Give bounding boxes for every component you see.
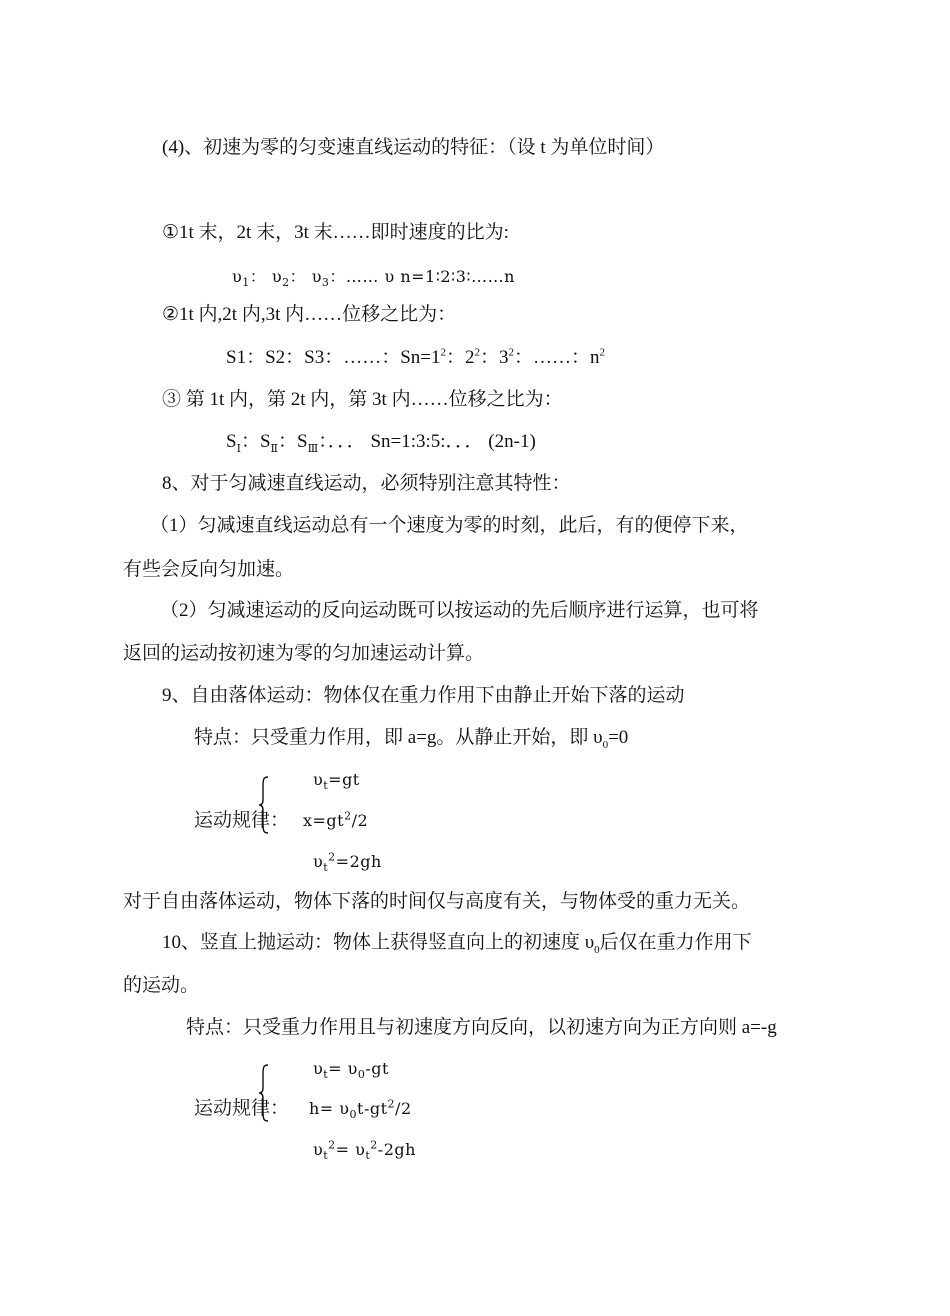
features-text: 特点：只受重力作用，即 a=g。从静止开始，即 υ	[194, 727, 603, 748]
paragraph-8-2-cont	[123, 642, 484, 666]
heading-4-text: (4)、初速为零的匀变速直线运动的特征：（设 t 为单位时间）	[162, 137, 665, 158]
power: 2	[599, 346, 606, 359]
sub-2: 2	[282, 276, 290, 290]
note-text: 对于自由落体运动，物体下落的时间仅与高度有关，与物体受的重力无关。	[123, 891, 751, 912]
v-symbol: υ	[232, 267, 243, 286]
power: 2	[387, 1097, 396, 1111]
velocity-ratio-formula	[232, 265, 515, 289]
section-10-text: 10、竖直上抛运动：物体上获得竖直向上的初速度 υ	[162, 932, 595, 953]
power: 2	[328, 850, 336, 864]
free-fall-velocity-height	[313, 850, 382, 874]
v-symbol: υ	[313, 1140, 324, 1159]
paragraph-8-2	[160, 599, 759, 623]
formula-part: ：……：n	[514, 347, 600, 368]
features-text: 特点：只受重力作用且与初速度方向反向，以初速方向为正方向则 a=-g	[186, 1017, 777, 1038]
sub-t: t	[365, 1149, 371, 1163]
formula-part: S1：S2：S3：……：Sn=1	[226, 347, 441, 368]
power: 2	[370, 1138, 378, 1152]
heading-4	[162, 136, 664, 160]
interval-displacement-formula	[226, 430, 536, 454]
formula-part: /2	[395, 1099, 412, 1118]
formula-part: /2	[351, 811, 369, 830]
sub-0: 0	[602, 738, 609, 751]
item-1-text: ①1t 末，2t 末，3t 末……即时速度的比为:	[162, 222, 509, 243]
section-10-heading-cont	[123, 974, 199, 998]
section-8-heading	[162, 472, 571, 496]
throw-law-label	[194, 1097, 289, 1121]
s-symbol: S	[226, 431, 237, 452]
v-symbol: υ	[271, 267, 283, 286]
formula-part: = υ	[328, 1059, 358, 1078]
paragraph-text: （1）匀减速直线运动总有一个速度为零的时刻，此后，有的便停下来，	[150, 515, 749, 536]
item-3	[162, 388, 563, 412]
sep: ：	[249, 267, 267, 286]
v-symbol: υ	[313, 770, 324, 789]
section-10-heading	[162, 931, 752, 955]
sep: ：	[289, 267, 307, 286]
formula-part: t-gt	[357, 1099, 388, 1118]
v-symbol: υ	[313, 852, 324, 871]
formula-part: = υ	[335, 1140, 366, 1159]
formula-part: h= υ	[309, 1099, 350, 1118]
paragraph-8-1-cont	[123, 558, 294, 582]
section-9-heading	[162, 684, 685, 708]
section-8-text: 8、对于匀减速直线运动，必须特别注意其特性：	[162, 473, 571, 494]
features-text: =0	[608, 727, 629, 748]
paragraph-text: （2）匀减速运动的反向运动既可以按运动的先后顺序进行运算，也可将	[160, 600, 759, 621]
v-symbol: υ	[311, 267, 322, 286]
throw-height	[309, 1097, 412, 1121]
formula-rest: ：…… υ n=1∶2∶3∶……n	[329, 267, 515, 286]
roman-sub: Ⅰ	[236, 442, 241, 455]
law-label: 运动规律：	[194, 810, 290, 831]
sub-1: 1	[242, 276, 250, 290]
throw-velocity	[313, 1057, 389, 1081]
formula-rest: =gt	[328, 770, 360, 789]
free-fall-note	[123, 890, 750, 914]
roman-sub: Ⅲ	[307, 442, 319, 455]
sub-t: t	[323, 1068, 329, 1082]
power: 2	[474, 346, 480, 359]
section-10-text: 的运动。	[123, 975, 200, 996]
section-10-features	[186, 1016, 777, 1040]
sep: ：S	[278, 431, 308, 452]
paragraph-text: 有些会反向匀加速。	[123, 559, 295, 580]
formula-part: x=gt	[303, 811, 345, 830]
power: 2	[508, 346, 515, 359]
sub-3: 3	[321, 276, 330, 290]
section-10-text: 后仅在重力作用下	[599, 932, 752, 953]
item-2	[162, 303, 456, 327]
law-label: 运动规律：	[194, 1098, 290, 1119]
sub-0: 0	[594, 943, 600, 956]
formula-rest: -gt	[365, 1059, 389, 1078]
item-2-text: ②1t 内,2t 内,3t 内……位移之比为：	[162, 304, 457, 325]
roman-sub: Ⅱ	[270, 442, 278, 455]
section-9-text: 9、自由落体运动：物体仅在重力作用下由静止开始下落的运动	[162, 685, 685, 706]
power: 2	[344, 809, 352, 823]
formula-rest: -2gh	[377, 1140, 416, 1159]
sub-t: t	[323, 779, 329, 793]
free-fall-displacement	[303, 809, 368, 833]
item-1	[162, 221, 509, 245]
v-symbol: υ	[313, 1059, 324, 1078]
free-fall-velocity	[313, 768, 360, 792]
displacement-ratio-formula	[226, 346, 605, 370]
paragraph-8-1	[150, 514, 749, 538]
sub-t: t	[323, 1149, 329, 1163]
sub-t: t	[323, 861, 329, 875]
paragraph-text: 返回的运动按初速为零的匀加速运动计算。	[123, 643, 485, 664]
power: 2	[328, 1138, 336, 1152]
formula-rest: ：．．． Sn=1:3:5:．．． (2n-1)	[318, 431, 536, 452]
throw-velocity-height	[313, 1138, 416, 1162]
free-fall-law-label	[194, 809, 289, 833]
sep: ：S	[240, 431, 271, 452]
sub-0: 0	[349, 1108, 358, 1122]
formula-rest: =2gh	[335, 852, 382, 871]
item-3-text: ③ 第 1t 内，第 2t 内，第 3t 内……位移之比为：	[162, 389, 563, 410]
section-9-features	[194, 726, 628, 750]
formula-part: ：2	[445, 347, 475, 368]
sub-0: 0	[357, 1068, 366, 1082]
formula-part: ：3	[480, 347, 509, 368]
power: 2	[440, 346, 446, 359]
